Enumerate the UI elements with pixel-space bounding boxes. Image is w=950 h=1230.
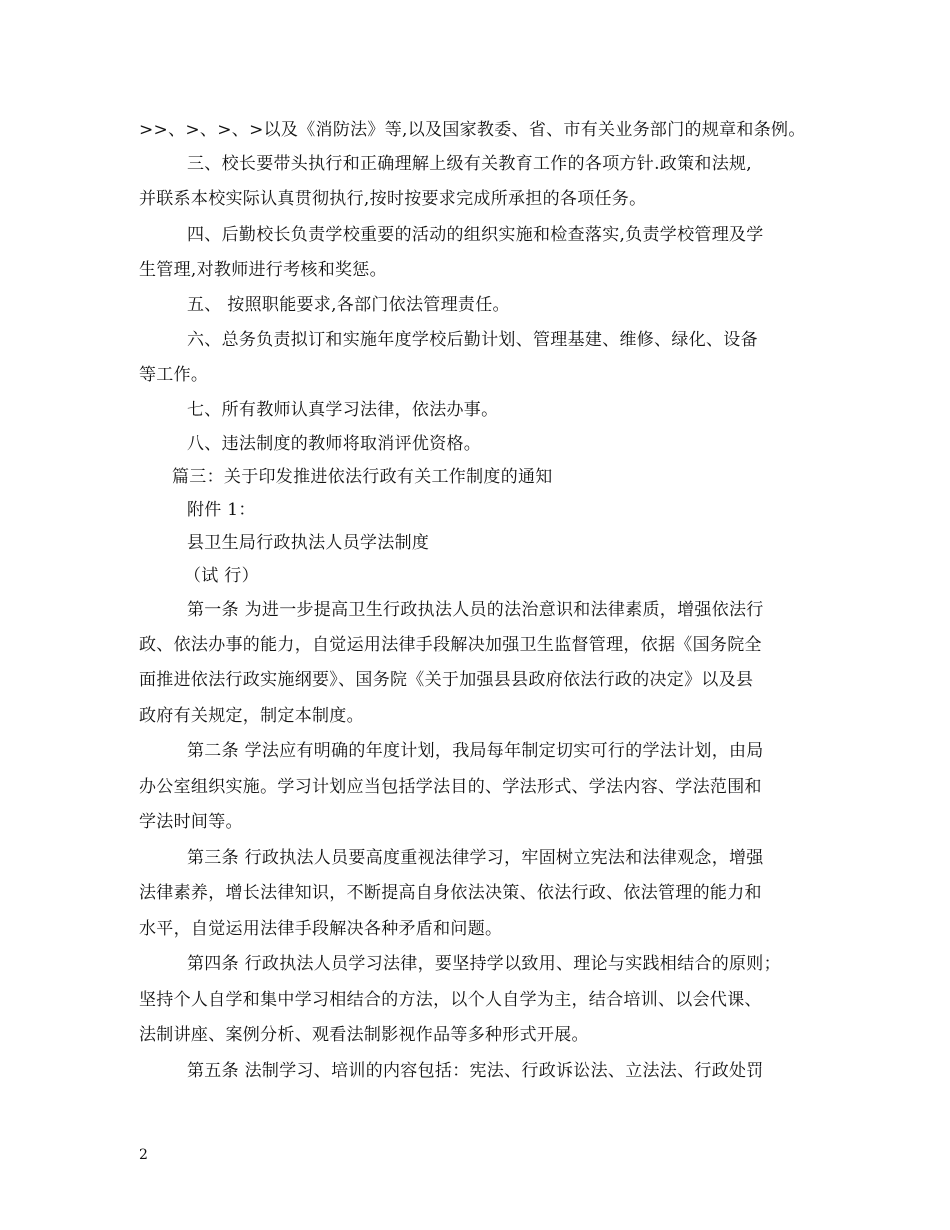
page-number: 2: [139, 1147, 148, 1163]
text-line: 七、所有教师认真学习法律，依法办事。: [187, 400, 499, 420]
document-subtitle: （试 行）: [184, 566, 259, 586]
text-line: 第五条 法制学习、培训的内容包括：宪法、行政诉讼法、立法法、行政处罚: [187, 1061, 764, 1081]
text-line: 第一条 为进一步提高卫生行政执法人员的法治意识和法律素质，增强依法行: [187, 600, 764, 620]
text-line: 三、校长要带头执行和正确理解上级有关教育工作的各项方针.政策和法规,: [187, 154, 753, 174]
text-line: 学法时间等。: [139, 812, 243, 832]
text-line: 八、违法制度的教师将取消评优资格。: [187, 434, 482, 454]
text-line: 等工作。: [139, 365, 209, 385]
text-line: 六、总务负责拟订和实施年度学校后勤计划、管理基建、维修、绿化、设备: [187, 330, 758, 350]
text-line: 水平，自觉运用法律手段解决各种矛盾和问题。: [139, 919, 503, 939]
document-title: 县卫生局行政执法人员学法制度: [187, 533, 430, 553]
text-line: 五、 按照职能要求,各部门依法管理责任。: [187, 295, 510, 315]
text-line: 并联系本校实际认真贯彻执行,按时按要求完成所承担的各项任务。: [139, 189, 647, 209]
text-line: 办公室组织实施。学习计划应当包括学法目的、学法形式、学法内容、学法范围和: [139, 777, 762, 797]
attachment-label: 附件 1：: [187, 500, 256, 520]
text-line: 四、后勤校长负责学校重要的活动的组织实施和检查落实,负责学校管理及学: [187, 225, 764, 245]
text-line: 坚持个人自学和集中学习相结合的方法，以个人自学为主，结合培训、以会代课、: [139, 990, 762, 1010]
text-line: >>、>、>、>以及《消防法》等,以及国家教委、省、市有关业务部门的规章和条例。: [139, 120, 806, 140]
text-line: 生管理,对教师进行考核和奖惩。: [139, 260, 387, 280]
text-line: 法律素养，增长法律知识，不断提高自身依法决策、依法行政、依法管理的能力和: [139, 883, 762, 903]
text-line: 第三条 行政执法人员要高度重视法律学习，牢固树立宪法和法律观念，增强: [187, 848, 764, 868]
section-title: 篇三：关于印发推进依法行政有关工作制度的通知: [172, 467, 553, 487]
text-line: 法制讲座、案例分析、观看法制影视作品等多种形式开展。: [139, 1025, 589, 1045]
text-line: 政、依法办事的能力，自觉运用法律手段解决加强卫生监督管理，依据《国务院全: [139, 635, 762, 655]
text-line: 第四条 行政执法人员学习法律，要坚持学以致用、理论与实践相结合的原则；: [187, 954, 781, 974]
text-line: 面推进依法行政实施纲要》、国务院《关于加强县县政府依法行政的决定》以及县: [139, 670, 754, 690]
text-line: 政府有关规定，制定本制度。: [139, 706, 364, 726]
text-line: 第二条 学法应有明确的年度计划，我局每年制定切实可行的学法计划，由局: [187, 741, 764, 761]
